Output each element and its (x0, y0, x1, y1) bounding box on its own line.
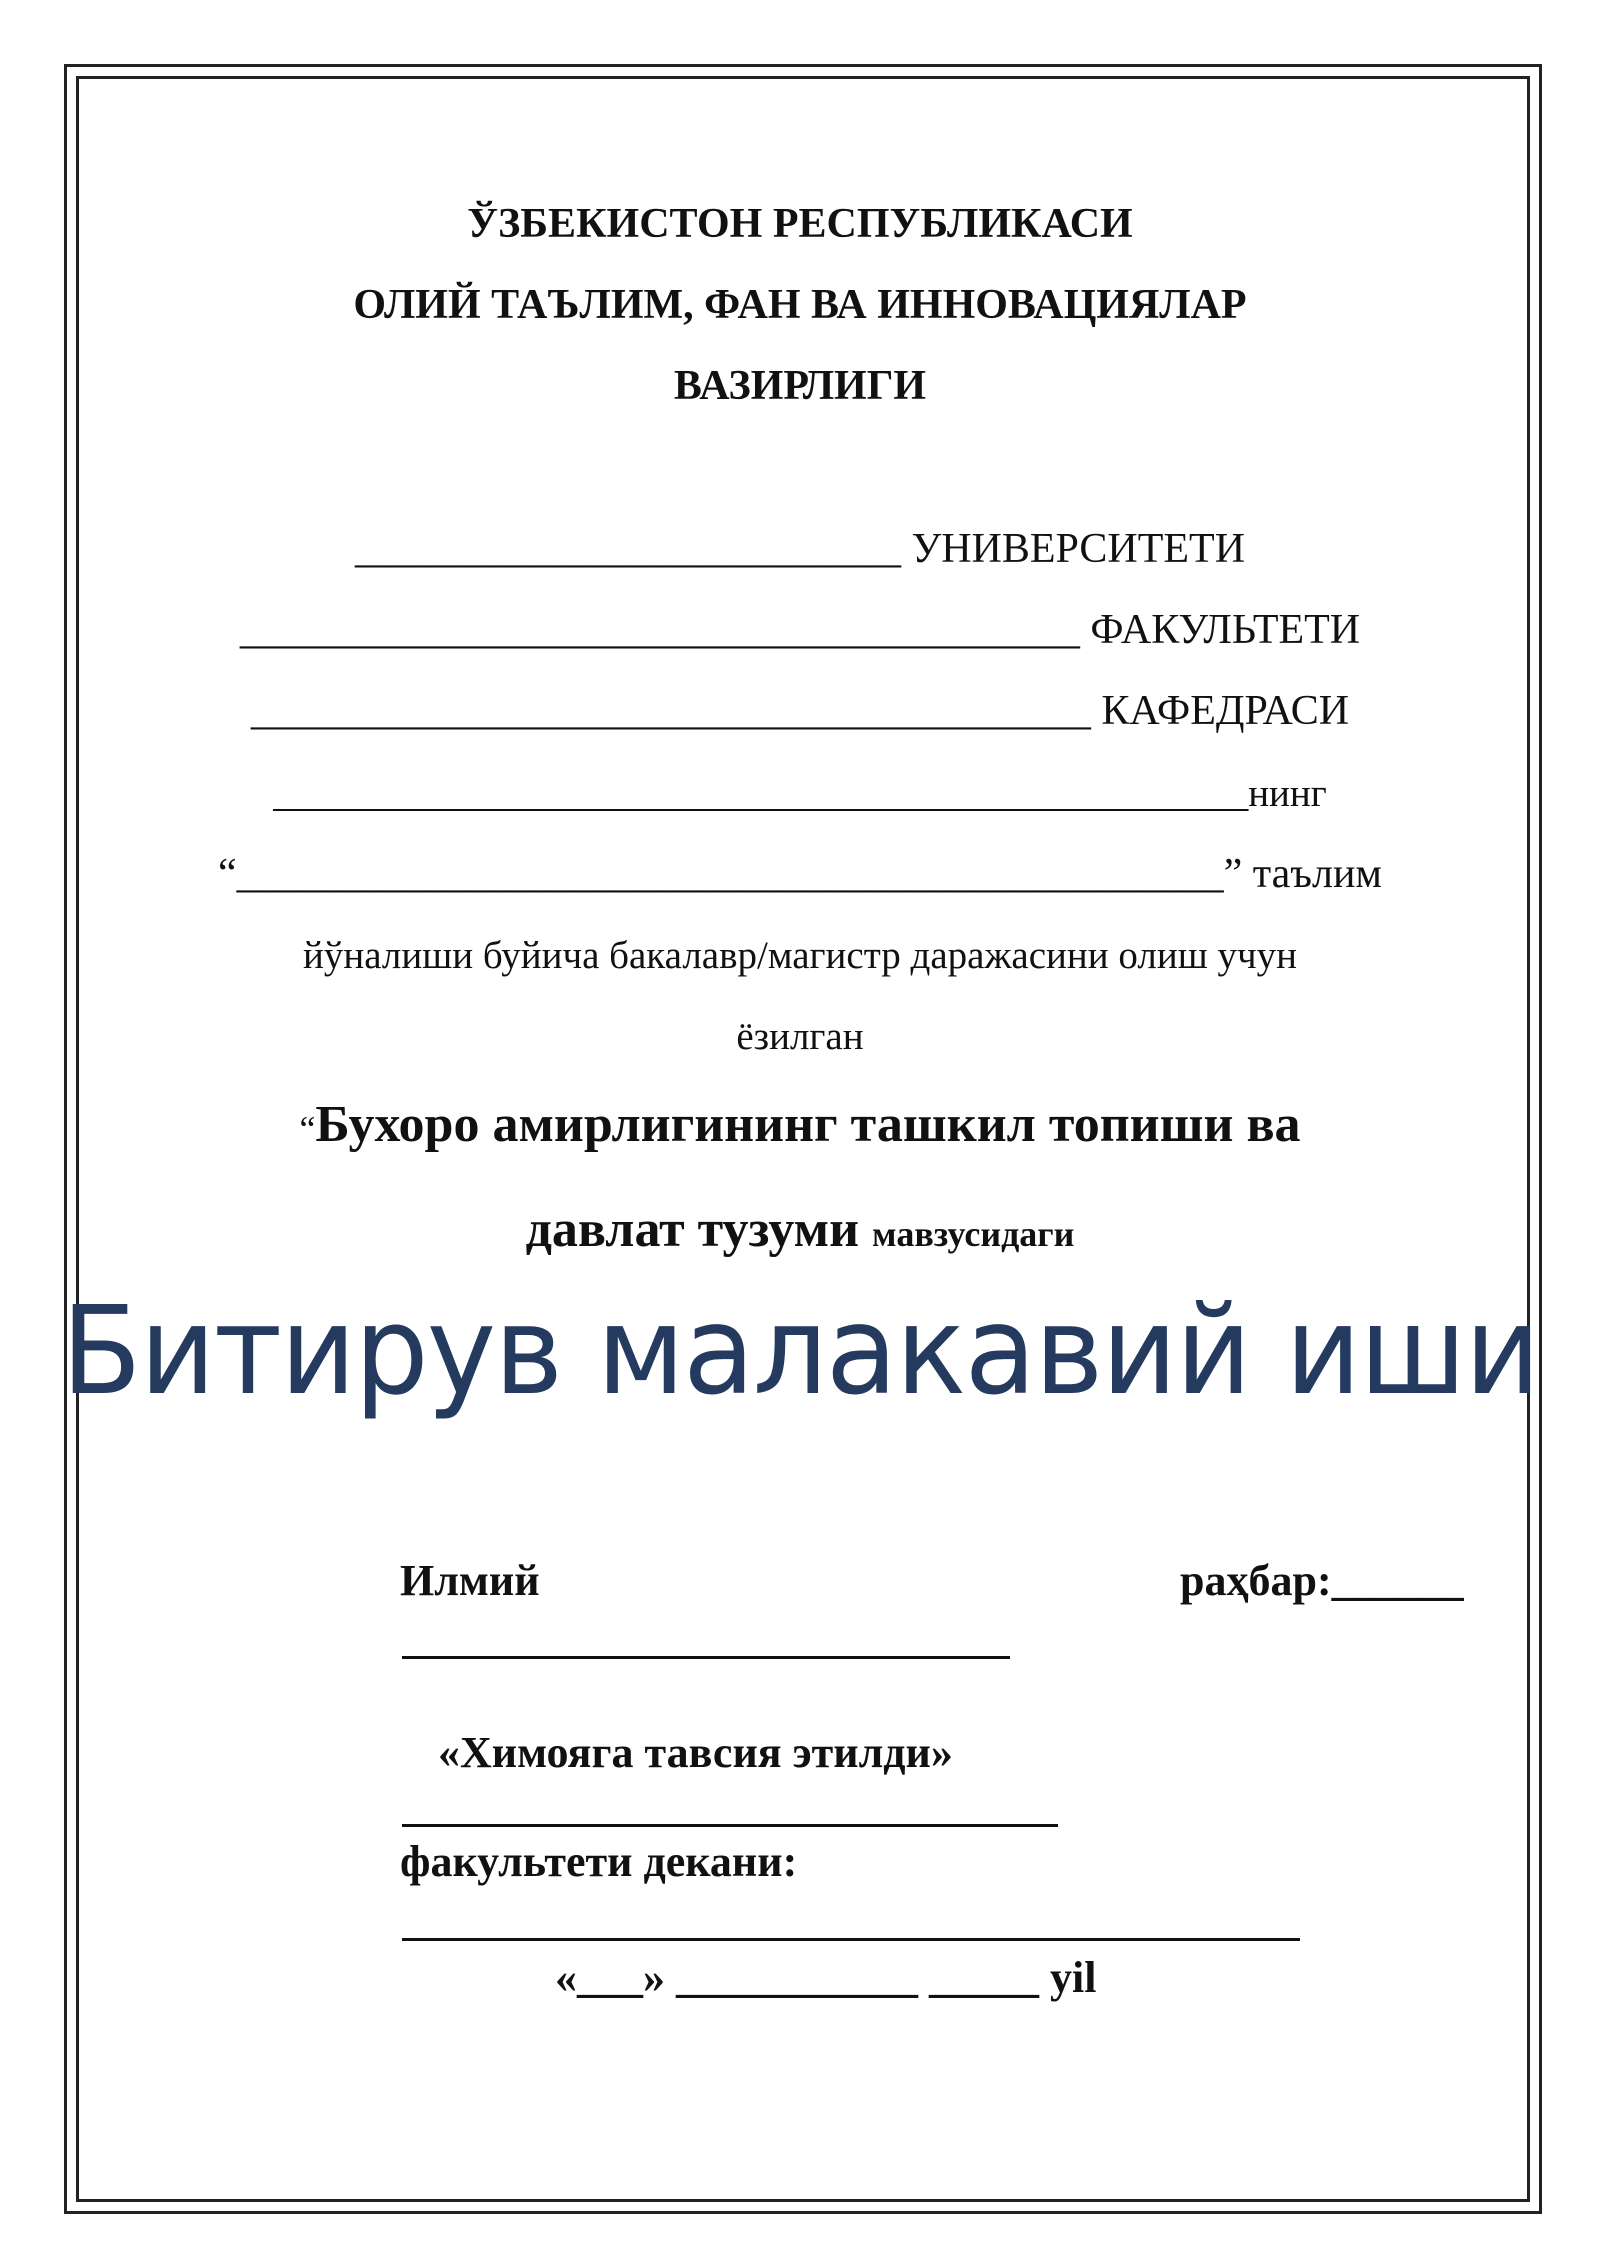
purpose-line-2: ёзилган (736, 1015, 864, 1058)
topic-suffix: мавзусидаги (872, 1214, 1075, 1254)
supervisor-signature-line (402, 1656, 1010, 1659)
ministry-line-2: ОЛИЙ ТАЪЛИМ, ФАН ВА ИННОВАЦИЯЛАР (353, 282, 1247, 328)
topic-line-1 (0, 1095, 1600, 1154)
purpose-line-1: йўналиши буйича бакалавр/магистр даражасини олиш учун (303, 934, 1297, 977)
topic-title-part-2: давлат тузуми (525, 1201, 860, 1258)
ministry-line-1: ЎЗБЕКИСТОН РЕСПУБЛИКАСИ (467, 201, 1133, 247)
work-title: Битирув малакавий иши (61, 1280, 1539, 1422)
topic-title-part-1: Бухоро амирлигининг ташкил топиши ва (315, 1096, 1301, 1153)
department-field: ________________________________________ КАФЕДРАСИ (250, 688, 1350, 734)
topic-open-quote: “ (299, 1109, 316, 1149)
ministry-line-3: ВАЗИРЛИГИ (673, 363, 927, 409)
date-field: «___» ___________ _____ yil (555, 1953, 1097, 2002)
student-field: __________________________________________________нинг (273, 772, 1327, 815)
supervisor-label-left: Илмий (400, 1556, 540, 1605)
recommended-signature-line (402, 1824, 1058, 1827)
recommended-label: «Химояга тавсия этилди» (438, 1728, 953, 1777)
topic-line-2 (0, 1200, 1600, 1259)
dean-signature-line (402, 1938, 1300, 1941)
faculty-field: ________________________________________ ФАКУЛЬТЕТИ (239, 607, 1361, 653)
dean-label: факультети декани: (400, 1837, 798, 1886)
direction-field: “_______________________________________________” таълим (217, 851, 1383, 897)
university-field: __________________________ УНИВЕРСИТЕТИ (354, 526, 1246, 572)
supervisor-label-right: раҳбар:______ (1180, 1556, 1464, 1605)
